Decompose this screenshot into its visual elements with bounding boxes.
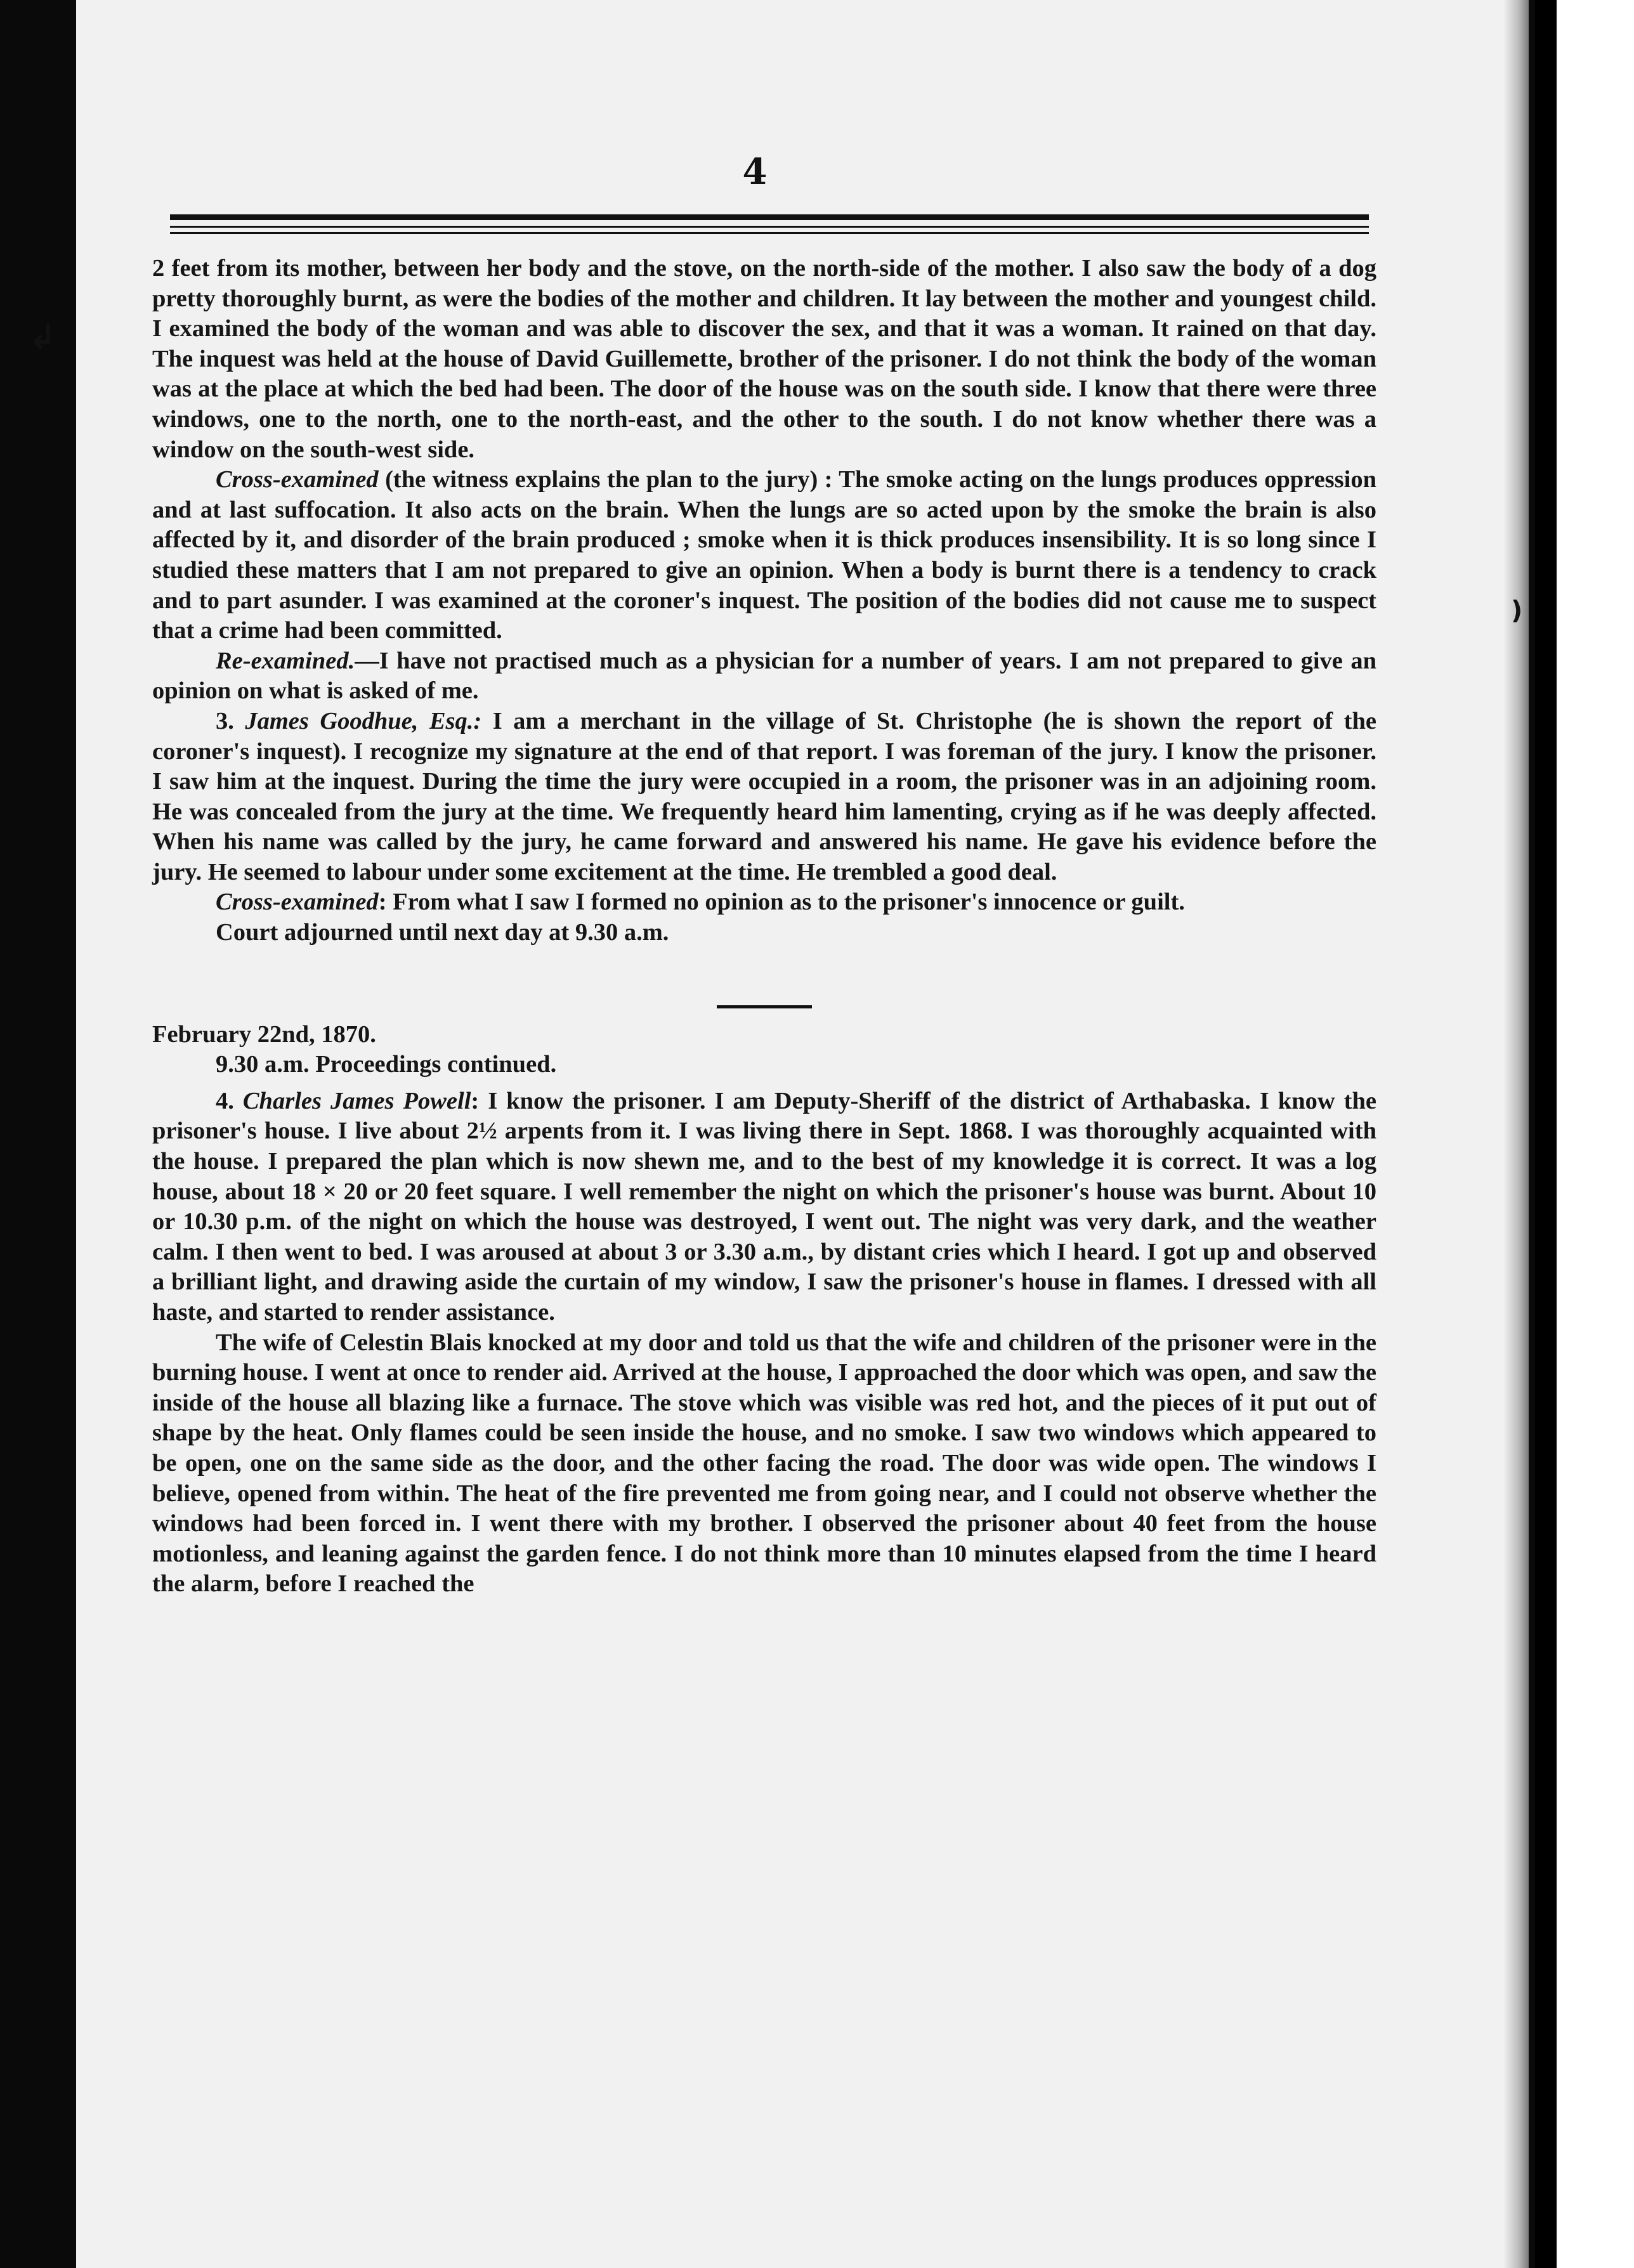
margin-mark-right: ) — [1511, 596, 1523, 625]
page-edge-shadow — [1503, 0, 1529, 2268]
header-rule-thick — [170, 214, 1369, 220]
paragraph-proceedings: 9.30 a.m. Proceedings continued. — [216, 1051, 557, 1078]
witness-name: Charles James Powell — [242, 1087, 471, 1114]
witness-number: 3. — [216, 707, 245, 734]
paragraph-text: I am a merchant in the village of St. Christophe (he is shown the report of the coroner's inquest). I recognize my signature at the end of that report. I was foreman of the jury. I know the prisoner. I saw him at the inquest. During the time the jury were occupied in a room, the prisoner was in an adjoining room. He was concealed from the jury at the time. We frequently heard him lamenting, crying as if he was deeply affected. When his name was called by the jury, he came forward and answered his name. He gave his evidence before the jury. He seemed to labour under some excitement at the time. He trembled a good deal. — [152, 707, 1377, 885]
paragraph-witness-4-continued: The wife of Celestin Blais knocked at my door and told us that the wife and children of the prisoner were in the burning house. I went at once to render aid. Arrived at the house, I approached the door which was open, and saw the inside of the house all blazing like a furnace. The stove which was visible was red hot, and the pieces of it put out of shape by the heat. Only flames could be seen inside the house, and no smoke. I saw two windows which appeared to be open, one on the same side as the door, and the other facing the road. The door was wide open. The windows I believe, opened from within. The heat of the fire prevented me from going near, and I could not observe whether the windows had been forced in. I went there with my brother. I observed the prisoner about 40 feet from the house motionless, and leaning against the garden fence. I do not think more than 10 minutes elapsed from the time I heard the alarm, before I reached the — [152, 1329, 1376, 1598]
paragraph-1: 2 feet from its mother, between her body and the stove, on the north-side of the mother. I also saw the body of a dog pretty thoroughly burnt, as were the bodies of the mother and children. It lay between the mother and youngest child. I examined the body of the woman and was able to discover the sex, and that it was a woman. It rained on that day. The inquest was held at the house of David Guillemette, brother of the prisoner. I do not think the body of the woman was at the place at which the bed had been. The door of the house was on the south side. I know that there were three windows, one to the north, one to the north-east, and the other to the south. I do not know whether there was a window on the south-west side. — [152, 255, 1376, 463]
page-number: 4 — [742, 151, 768, 193]
cross-examined-label: Cross-examined — [216, 889, 379, 916]
page-body — [152, 254, 1376, 1600]
paragraph-cross-examined-1 — [152, 465, 1376, 646]
paragraph-witness-3 — [152, 707, 1376, 888]
header-rule-thin-1 — [170, 226, 1369, 228]
margin-mark-left: ↲ — [28, 317, 57, 357]
header-rule-thin-2 — [170, 232, 1369, 234]
paragraph-witness-4 — [152, 1086, 1376, 1328]
session-date: February 22nd, 1870. — [152, 1020, 376, 1048]
paragraph-re-examined — [152, 646, 1376, 707]
paragraph-text: : From what I saw I formed no opinion as to the prisoner's innocence or guilt. — [378, 889, 1185, 916]
paragraph-adjourned: Court adjourned until next day at 9.30 a.m. — [216, 919, 669, 946]
re-examined-label: Re-examined. — [216, 647, 355, 674]
cross-examined-label: Cross-examined — [216, 466, 379, 493]
paragraph-text: (the witness explains the plan to the jury) : The smoke acting on the lungs produces oppression and at last suffocation. It also acts on the brain. When the lungs are so acted upon by the smoke the brain is also affected by it, and disorder of the brain produced ; smoke when it is thick produces insensibility. It is so long since I studied these matters that I am not prepared to give an opinion. When a body is burnt there is a tendency to crack and to part asunder. I was examined at the coroner's inquest. The position of the bodies did not cause me to suspect that a crime had been committed. — [152, 466, 1376, 644]
scan-border-strip — [1535, 0, 1557, 2268]
witness-number: 4. — [216, 1087, 243, 1114]
paragraph-text: : I know the prisoner. I am Deputy-Sheriff of the district of Arthabaska. I know the prisoner's house. I live about 2½ arpents from it. I was living there in Sept. 1868. I was thoroughly acquainted with the house. I prepared the plan which is now shewn me, and to the best of my knowledge it is correct. It was a log house, about 18 × 20 or 20 feet square. I well remember the night on which the prisoner's house was burnt. About 10 or 10.30 p.m. of the night on which the house was destroyed, I went out. The night was very dark, and the weather calm. I then went to bed. I was aroused at about 3 or 3.30 a.m., by distant cries which I heard. I got up and observed a brilliant light, and drawing aside the curtain of my window, I saw the prisoner's house in flames. I dressed with all haste, and started to render assistance. — [152, 1087, 1376, 1326]
paragraph-text: —I have not practised much as a physician for a number of years. I am not prepared to give an opinion on what is asked of me. — [152, 647, 1376, 705]
section-divider — [717, 1005, 812, 1008]
spacer — [152, 1080, 1376, 1086]
witness-name: James Goodhue, Esq.: — [245, 707, 482, 734]
scan-border — [1535, 0, 1634, 2268]
paragraph-cross-examined-2 — [152, 887, 1376, 918]
